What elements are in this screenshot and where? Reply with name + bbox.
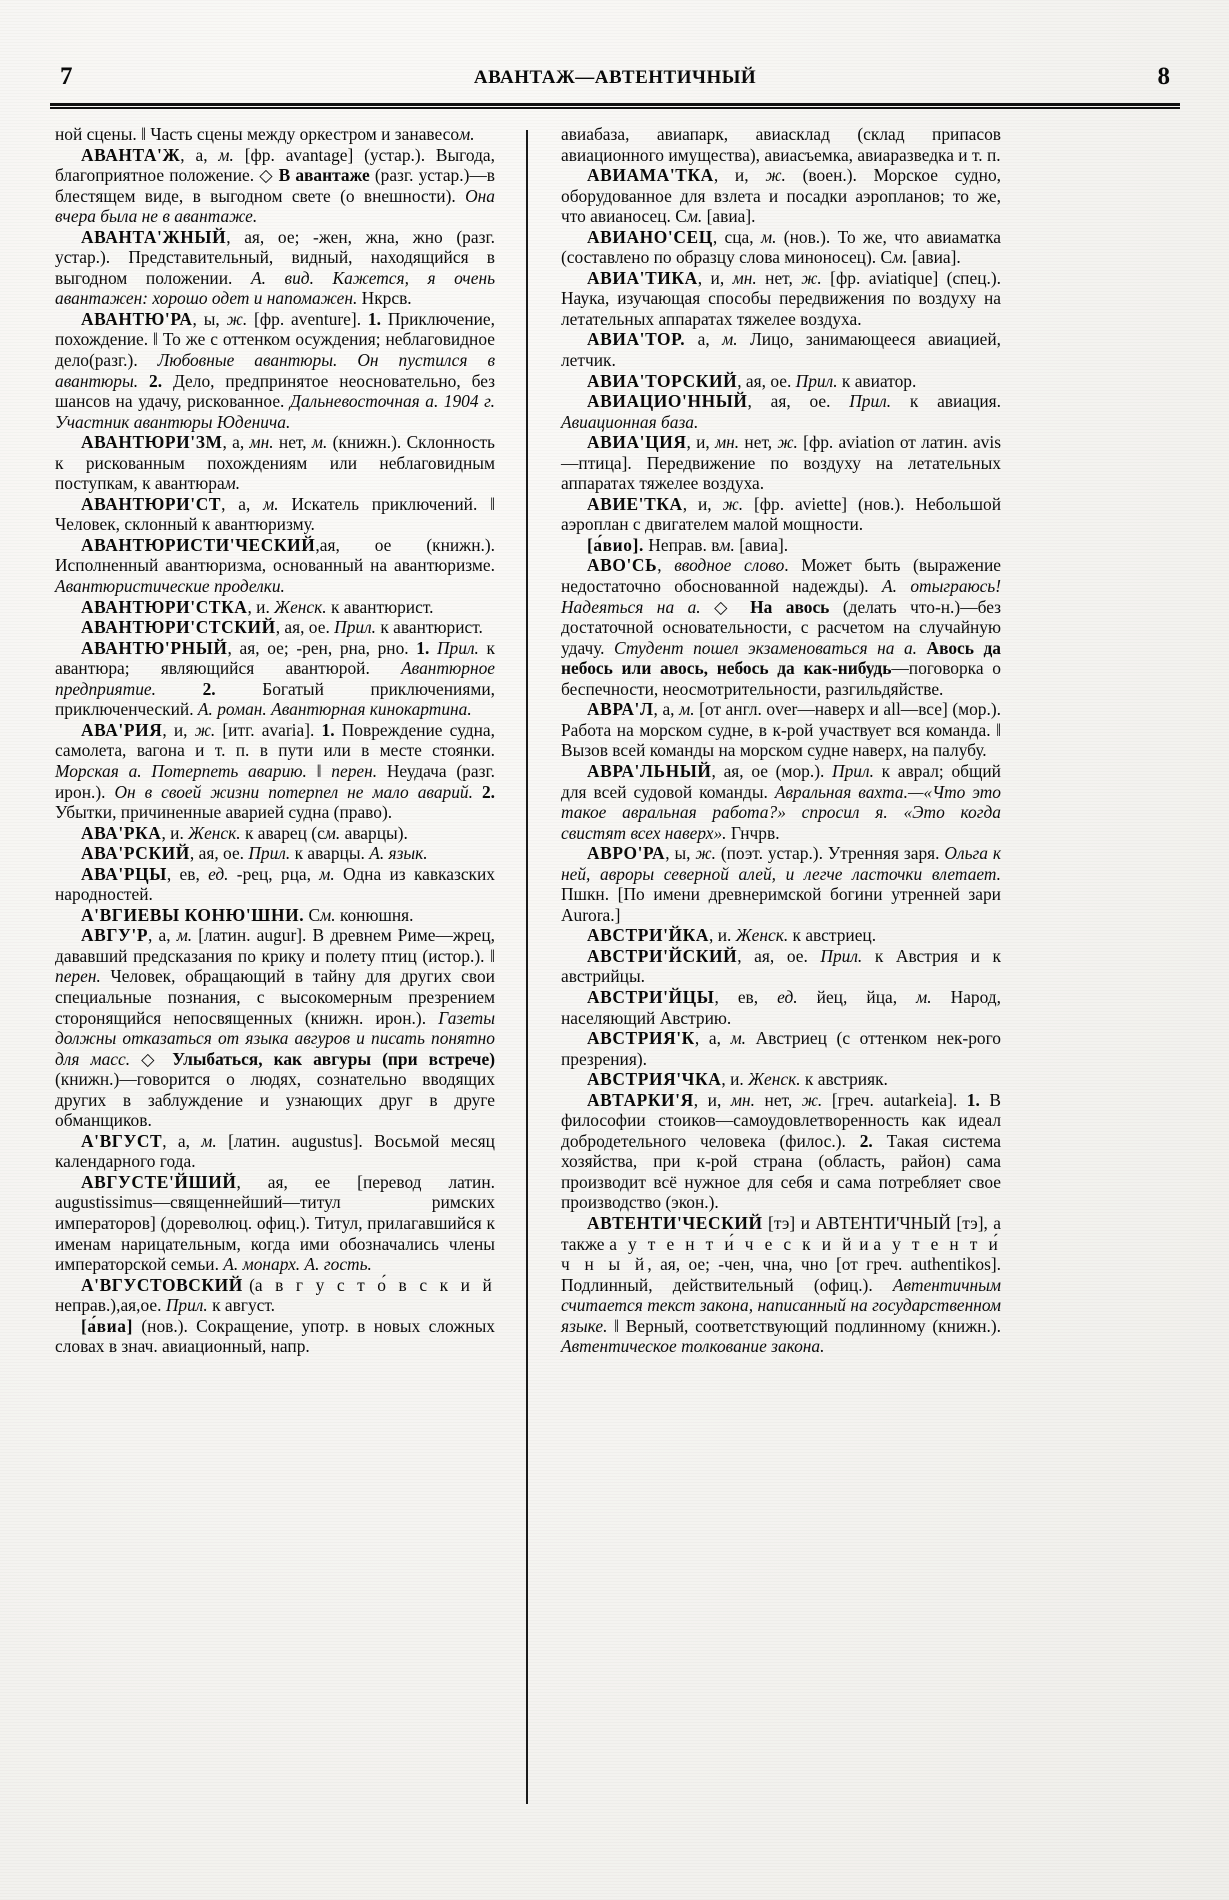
headword: АВСТРИ'ЙСКИЙ xyxy=(587,945,738,966)
dictionary-entry xyxy=(561,432,1001,494)
headword: АВРА'ЛЬНЫЙ xyxy=(587,760,712,781)
dictionary-entry xyxy=(55,1275,495,1316)
entry-body: , и, мн. нет, ж. [греч. autarkeia]. 1. В философии стоиков—самоудовлетворенность как идеал добродетельного человека (филос.). 2. Такая система хозяйства, при к-рой страна (область, район) сама производит всё нужное для себя и сама потребляет свое производство (экон.). xyxy=(561,1089,1001,1213)
column-divider xyxy=(526,130,528,1804)
headword: АВИАЦИО'ННЫЙ xyxy=(587,391,748,412)
headword: АВСТРИ'ЙКА xyxy=(587,925,709,946)
headword: А'ВГУСТОВСКИЙ xyxy=(81,1274,243,1295)
dictionary-entry xyxy=(55,535,495,597)
dictionary-entry xyxy=(55,617,495,638)
entry-body: , и, ж. (воен.). Морское судно, оборудованное для взлета и посадки аэропланов; то же, что авианосец. См. [авиа]. xyxy=(561,165,1002,227)
headword: АВО'СЬ xyxy=(587,555,658,576)
dictionary-entry xyxy=(561,391,1001,432)
dictionary-entry xyxy=(561,494,1001,535)
dictionary-entry xyxy=(55,638,495,720)
dictionary-entry xyxy=(55,843,495,864)
entry-body: , ая, ое. Прил. к авиация. Авиационная база. xyxy=(561,391,1001,432)
dictionary-entry xyxy=(561,699,1001,761)
right-column xyxy=(561,124,1001,1357)
entry-body: , ая, ое. Прил. к авантюрист. xyxy=(275,617,483,638)
headword: АВА'РИЯ xyxy=(81,719,163,740)
headword: АВИЕ'ТКА xyxy=(587,493,683,514)
entry-body: , ев, ед. -рец, рца, м. Одна из кавказских народностей. xyxy=(55,863,495,905)
dictionary-entry xyxy=(55,124,495,145)
dictionary-entry xyxy=(561,946,1001,987)
dictionary-entry xyxy=(55,1316,495,1357)
headword: АВАНТЮ'РНЫЙ xyxy=(81,637,228,658)
entry-body: , и. Женск. к австрияк. xyxy=(721,1069,888,1090)
dictionary-entry xyxy=(561,555,1001,699)
headword: АВАНТЮ'РА xyxy=(81,308,193,329)
dictionary-entry xyxy=(55,864,495,905)
dictionary-entry xyxy=(55,720,495,823)
entry-body: , а, м. [латин. augur]. В древнем Риме—жрец, дававший предсказания по крику и полету птиц (истор.). ‖ перен. Человек, обращающий в тайну для других свои специальные познания, с высокомерным презрением сторонящийся непосвященных (книжн. ирон.). Газеты должны отказаться от языка авгуров и писать понятно для масс. ◇ Улыбаться, как авгуры (при встрече) (книжн.)—говорится о людях, сознательно вводящих других в заблуждение и узнающих друг в друге обманщиков. xyxy=(55,925,495,1131)
headword: АВИАНО'СЕЦ xyxy=(587,226,713,247)
folio-left: 7 xyxy=(60,63,73,90)
headword: АВА'РКА xyxy=(81,822,162,843)
headword: АВА'РСКИЙ xyxy=(81,843,190,864)
page-columns xyxy=(55,124,1177,1804)
entry-body: а, м. Лицо, занимающееся авиацией, летчик. xyxy=(561,329,1001,371)
dictionary-entry xyxy=(561,925,1001,946)
dictionary-entry xyxy=(55,309,495,432)
header-rule-thick xyxy=(50,103,1180,106)
entry-body: , ая, ое. Прил. к аварцы. А. язык. xyxy=(189,843,428,864)
dictionary-entry xyxy=(561,227,1001,268)
dictionary-entry xyxy=(561,1028,1001,1069)
headword: АВАНТЮРИ'ЗМ xyxy=(81,432,223,453)
headword: [а́вио]. xyxy=(587,534,644,555)
headword: АВРА'Л xyxy=(587,699,654,720)
headword: АВИА'ЦИЯ xyxy=(587,432,687,453)
running-head: АВАНТАЖ—АВТЕНТИЧНЫЙ xyxy=(473,67,757,88)
dictionary-entry xyxy=(561,1213,1001,1357)
entry-body: , а, м. [от англ. over—наверх и all—все] (мор.). Работа на морском судне, в к-рой участвует вся команда. ‖ Вызов всей команды на морском судне наверх, на палубу. xyxy=(561,699,1001,761)
entry-body: , и, мн. нет, ж. [фр. aviatique] (спец.). Наука, изучающая способы передвижения по воздуху на летательных аппаратах тяжелее воздуха. xyxy=(561,267,1001,329)
dictionary-entry xyxy=(55,823,495,844)
entry-body: , и, ж. [фр. aviette] (нов.). Небольшой аэроплан с двигателем малой мощности. xyxy=(561,493,1002,535)
entry-body: См. конюшня. xyxy=(304,904,414,925)
headword: А'ВГУСТ xyxy=(81,1130,163,1151)
entry-body: , ая, ое. Прил. к Австрия и к австрийцы. xyxy=(561,945,1002,987)
entry-body: , а, м. [латин. augustus]. Восьмой месяц календарного года. xyxy=(55,1130,495,1172)
dictionary-entry xyxy=(55,432,495,494)
entry-body: ной сцены. ‖ Часть сцены между оркестром и занавесом. xyxy=(55,124,475,144)
headword: АВСТРИ'ЙЦЫ xyxy=(587,986,715,1007)
headword: АВАНТЮРИ'СТСКИЙ xyxy=(81,617,276,638)
entry-body: , и, ж. [итг. avaria]. 1. Повреждение судна, самолета, вагона и т. п. в пути или в месте стоянки. Морская а. Потерпеть аварию. ‖ перен. Неудача (разг. ирон.). Он в своей жизни потерпел не мало аварий. 2. Убытки, причиненные аварией судна (право). xyxy=(55,719,495,823)
headword: АВИА'ТОР. xyxy=(587,329,686,350)
entry-body: , и. Женск. к авантюрист. xyxy=(247,596,434,617)
dictionary-entry xyxy=(561,843,1001,925)
entry-body: Неправ. вм. [авиа]. xyxy=(643,534,789,555)
headword: АВИА'ТОРСКИЙ xyxy=(587,370,738,391)
dictionary-entry xyxy=(561,1069,1001,1090)
dictionary-entry xyxy=(561,535,1001,556)
entry-body: (нов.). Сокращение, употр. в новых сложных словах в знач. авиационный, напр. xyxy=(55,1315,495,1357)
dictionary-entry xyxy=(561,329,1001,370)
dictionary-entry xyxy=(561,268,1001,330)
header-rule xyxy=(50,103,1180,109)
left-column xyxy=(55,124,495,1357)
dictionary-entry xyxy=(561,1090,1001,1213)
entry-body: , ая, ое. Прил. к авиатор. xyxy=(737,370,917,391)
headword: АВТЕНТИ'ЧЕСКИЙ xyxy=(587,1212,763,1233)
entry-body: , а, м. [фр. avantage] (устар.). Выгода, благоприятное положение. ◇ В авантаже (разг. устар.)—в блестящем виде, в выгодном свете (о внешности). Она вчера была не в авантаже. xyxy=(55,144,495,227)
entry-body: , и. Женск. к аварец (см. аварцы). xyxy=(161,822,408,843)
entry-body: [тэ] и АВТЕНТИ'ЧНЫЙ [тэ], а также а у т е н т и́ ч е с к и й и а у т е н т и́ ч н ы й, ая, ое; -чен, чна, чно [от греч. authentikos]. Подлинный, действительный (офиц.). Автентичным считается текст закона, написанный на государственном языке. ‖ Верный, соответствующий подлинному (книжн.). Автентическое толкование закона. xyxy=(561,1212,1001,1357)
entry-body: , ы, ж. (поэт. устар.). Утренняя заря. Ольга к ней, авроры северной алей, и легче ласточки влетает. Пшкн. [По имени древнеримской богини утренней зари Aurora.] xyxy=(561,843,1001,925)
entry-body: , сца, м. (нов.). То же, что авиаматка (составлено по образцу слова миноносец). См. [авиа]. xyxy=(561,226,1001,268)
folio-right: 8 xyxy=(1157,63,1170,90)
headword: АВАНТЮРИСТИ'ЧЕСКИЙ xyxy=(81,534,316,555)
entry-body: , вводное слово. Может быть (выражение недостаточно обоснованной надежды). А. отыграюсь! Надеяться на а. ◇ На авось (делать что-н.)—без достаточной основательности, с расчетом на случайную удачу. Студент пошел экзаменоваться на а. Авось да небось или авось, небось да как-нибудь—поговорка о беспечности, неосмотрительности, разгильдяйстве. xyxy=(561,555,1002,699)
header-rule-thin xyxy=(50,107,1180,109)
entry-body: , ая, ое (мор.). Прил. к аврал; общий для всей судовой команды. Авральная вахта.—«Что это такое авральная работа?» спросил я. «Это когда свистят всех наверх». Гнчрв. xyxy=(561,760,1001,843)
entry-body: , а, м. Австриец (с оттенком нек-рого презрения). xyxy=(561,1028,1001,1069)
dictionary-entry xyxy=(561,165,1001,227)
headword: АВАНТЮРИ'СТ xyxy=(81,493,222,514)
entry-body: , и, мн. нет, ж. [фр. aviation от латин. avis—птица]. Передвижение по воздуху на летательных аппаратах тяжелее воздуха. xyxy=(561,432,1001,494)
headword: АВИА'ТИКА xyxy=(587,267,698,288)
page-header xyxy=(55,62,1175,102)
dictionary-entry xyxy=(55,494,495,535)
entry-body: , ая, ое; -рен, рна, рно. 1. Прил. к авантюра; являющийся авантюрой. Авантюрное предприятие. 2. Богатый приключениями, приключенческий. А. роман. Авантюрная кинокартина. xyxy=(55,637,495,720)
dictionary-entry xyxy=(55,1131,495,1172)
entry-body: , и. Женск. к австриец. xyxy=(709,925,877,946)
headword: АВСТРИЯ'ЧКА xyxy=(587,1069,722,1090)
entry-body: ,ая, ое (книжн.). Исполненный авантюризма, основанный на авантюризме. Авантюристические проделки. xyxy=(55,534,495,597)
entry-body: , а, м. Искатель приключений. ‖ Человек, склонный к авантюризму. xyxy=(55,493,495,535)
headword: АВГУ'Р xyxy=(81,925,149,946)
dictionary-entry xyxy=(55,227,495,309)
headword: А'ВГИЕВЫ КОНЮ'ШНИ. xyxy=(81,904,305,925)
entry-body: , ев, ед. йец, йца, м. Народ, населяющий Австрию. xyxy=(561,986,1001,1028)
entry-body: , ая, ое; -жен, жна, жно (разг. устар.). Представительный, видный, находящийся в выгодном положении. А. вид. Кажется, я очень авантажен: хорошо одет и напомажен. Нкрсв. xyxy=(55,226,495,309)
entry-body: , ая, ее [перевод латин. augustissimus—священнейший—титул римских императоров] (дореволюц. офиц.). Титул, прилагавшийся к именам нарицательным, когда ими обозначались члены императорской семьи. А. монарх. А. гость. xyxy=(55,1171,495,1275)
headword: АВСТРИЯ'К xyxy=(587,1028,695,1049)
headword: АВАНТА'Ж xyxy=(81,144,181,165)
dictionary-entry xyxy=(55,1172,495,1275)
headword: АВИАМА'ТКА xyxy=(587,165,714,186)
entry-body: авиабаза, авиапарк, авиасклад (склад припасов авиационного имущества), авиасъемка, авиаразведка и т. п. xyxy=(561,124,1001,165)
headword: АВАНТЮРИ'СТКА xyxy=(81,596,248,617)
headword: АВГУСТЕ'ЙШИЙ xyxy=(81,1171,237,1192)
dictionary-entry xyxy=(561,371,1001,392)
headword: АВРО'РА xyxy=(587,843,666,864)
headword: АВТАРКИ'Я xyxy=(587,1089,694,1110)
dictionary-entry xyxy=(55,597,495,618)
headword: АВА'РЦЫ xyxy=(81,863,167,884)
dictionary-entry xyxy=(55,925,495,1130)
dictionary-entry xyxy=(561,987,1001,1028)
dictionary-entry xyxy=(561,761,1001,843)
dictionary-entry xyxy=(55,905,495,926)
entry-body: (а в г у с т о́ в с к и й неправ.),ая,ое. Прил. к август. xyxy=(55,1274,495,1316)
entry-body: , ы, ж. [фр. aventure]. 1. Приключение, похождение. ‖ То же с оттенком осуждения; неблаговидное дело(разг.). Любовные авантюры. Он пустился в авантюры. 2. Дело, предпринятое неосновательно, без шансов на удачу, рискованное. Дальневосточная а. 1904 г. Участник авантюры Юденича. xyxy=(55,308,496,432)
headword: АВАНТА'ЖНЫЙ xyxy=(81,226,227,247)
entry-body: , а, мн. нет, м. (книжн.). Склонность к рискованным похождениям или неблаговидным поступкам, к авантюрам. xyxy=(55,432,495,494)
dictionary-entry xyxy=(55,145,495,227)
headword: [а́виа] xyxy=(81,1315,133,1336)
dictionary-entry xyxy=(561,124,1001,165)
